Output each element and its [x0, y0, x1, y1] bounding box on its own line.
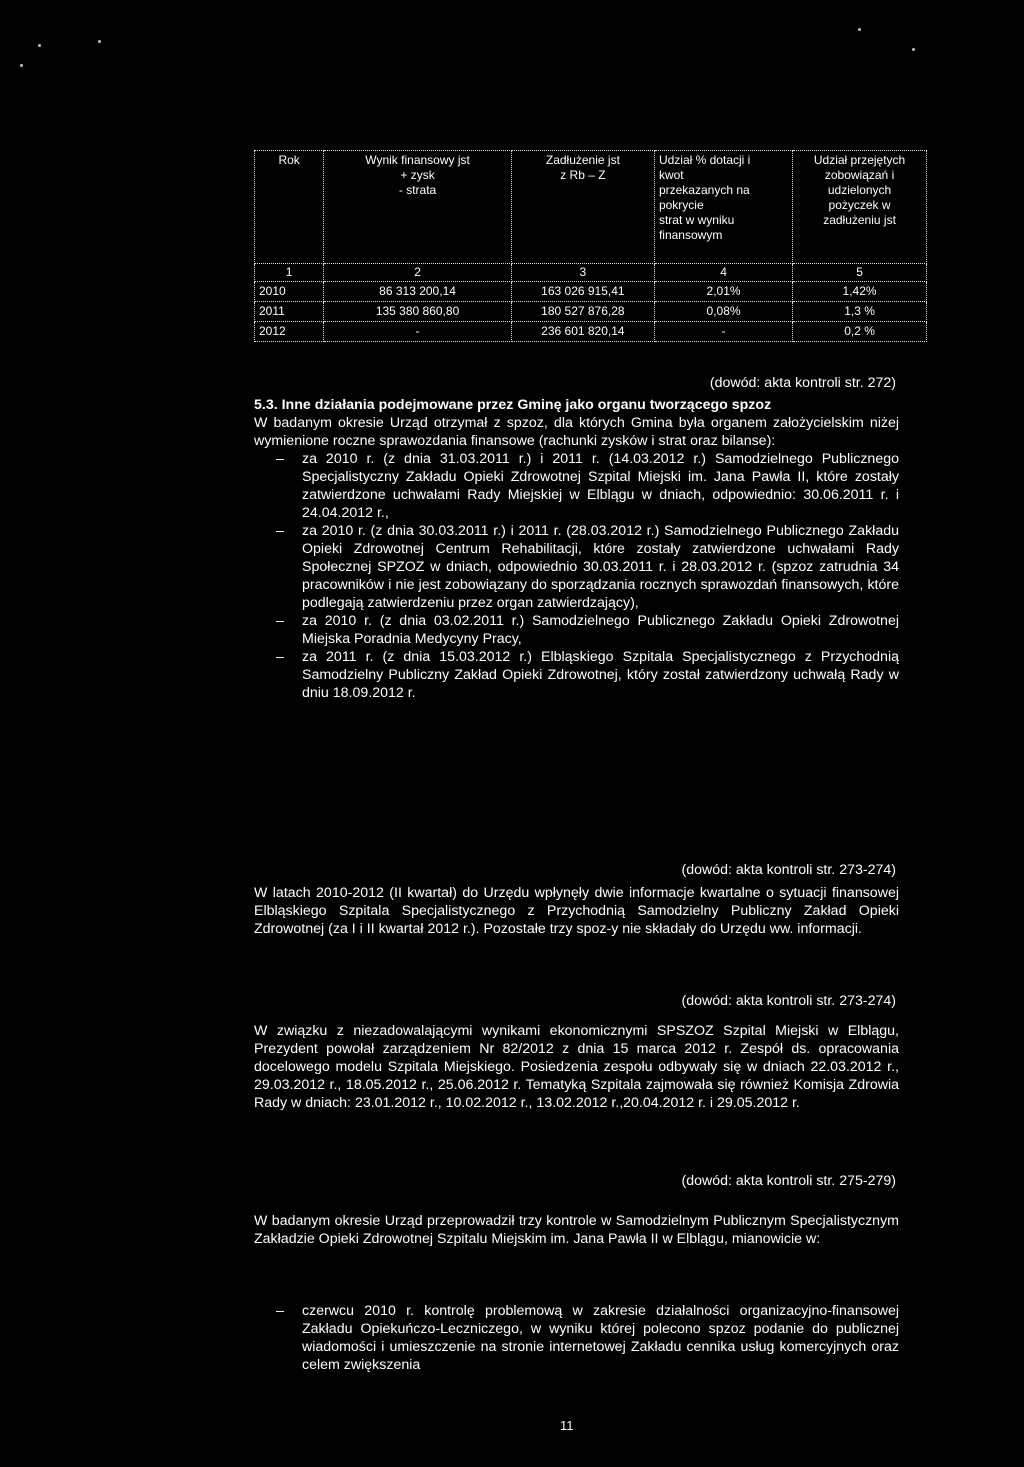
- scan-speck: [858, 28, 861, 31]
- table-cell: 5: [793, 264, 927, 282]
- table-cell: 163 026 915,41: [511, 282, 654, 302]
- evidence-note: (dowód: akta kontroli str. 275-279): [681, 1173, 896, 1189]
- table-cell: -: [324, 322, 512, 342]
- table-index-row: [255, 264, 927, 282]
- table-header-cell: Wynik finansowy jst + zysk - strata: [324, 151, 512, 264]
- evidence-note: (dowód: akta kontroli str. 273-274): [681, 993, 896, 1009]
- table-row: [255, 322, 927, 342]
- table-cell: 2,01%: [654, 282, 792, 302]
- list-item: – za 2010 r. (z dnia 03.02.2011 r.) Samodzielnego Publicznego Zakładu Opieki Zdrowotnej Miejska Poradnia Medycyny Pracy,: [254, 612, 899, 648]
- page-number: 11: [560, 1418, 574, 1433]
- table-header-cell: Zadłużenie jst z Rb – Z: [511, 151, 654, 264]
- table-cell: 0,08%: [654, 302, 792, 322]
- table-cell: 1,42%: [793, 282, 927, 302]
- scan-speck: [20, 64, 23, 67]
- table-cell: 2012: [255, 322, 324, 342]
- section-title: 5.3. Inne działania podejmowane przez Gminę jako organu tworzącego spzoz: [254, 397, 772, 413]
- list-item: – za 2011 r. (z dnia 15.03.2012 r.) Elbląskiego Szpitala Specjalistycznego z Przychodnią Samodzielny Publiczny Zakład Opieki Zdrowotnej, który został zatwierdzony uchwałą Rady w dniu 18.09.2012 r.: [254, 648, 899, 702]
- list: [254, 1302, 899, 1374]
- table-cell: 1: [255, 264, 324, 282]
- table-cell: 2010: [255, 282, 324, 302]
- paragraph: W badanym okresie Urząd przeprowadził trzy kontrole w Samodzielnym Publicznym Specjalistycznym Zakładzie Opieki Zdrowotnej Szpitalu Miejskim im. Jana Pawła II w Elblągu, mianowicie w:: [254, 1213, 899, 1247]
- table-header-cell: Rok: [255, 151, 324, 264]
- table-row: [255, 302, 927, 322]
- scan-speck: [912, 48, 915, 51]
- table-header-row: [255, 151, 927, 264]
- paragraph: W związku z niezadowalającymi wynikami ekonomicznymi SPSZOZ Szpital Miejski w Elblągu, Prezydent powołał zarządzeniem Nr 82/2012 z dnia 15 marca 2012 r. Zespół ds. opracowania docelowego modelu Szpitala Miejskiego. Posiedzenia zespołu odbywały się w dniach 22.03.2012 r., 29.03.2012 r., 18.05.2012 r., 25.06.2012 r. Tematyką Szpitala zajmowała się również Komisja Zdrowia Rady w dniach: 23.01.2012 r., 10.02.2012 r., 13.02.2012 r.,20.04.2012 r. i 29.05.2012 r.: [254, 1023, 899, 1111]
- scan-speck: [38, 44, 41, 47]
- evidence-note: (dowód: akta kontroli str. 273-274): [681, 862, 896, 878]
- table-cell: 2: [324, 264, 512, 282]
- financial-table: [254, 150, 927, 342]
- table-cell: 180 527 876,28: [511, 302, 654, 322]
- table-cell: 1,3 %: [793, 302, 927, 322]
- table-row: [255, 282, 927, 302]
- table-cell: -: [654, 322, 792, 342]
- section-5-3: [254, 396, 899, 702]
- list-item: – za 2010 r. (z dnia 30.03.2011 r.) i 2011 r. (28.03.2012 r.) Samodzielnego Publicznego Zakładu Opieki Zdrowotnej Centrum Rehabilitacji, które zostały zatwierdzone uchwałami Rady Społecznej SPZOZ w dniach, odpowiednio 30.03.2011 r. i 28.03.2012 r. (spzoz zatrudnia 34 pracowników i nie jest zobowiązany do sporządzania rocznych sprawozdań finansowych, które podlegają zatwierdzeniu przez organ zatwierdzający),: [254, 522, 899, 612]
- table-cell: 86 313 200,14: [324, 282, 512, 302]
- paragraph: W latach 2010-2012 (II kwartał) do Urzędu wpłynęły dwie informacje kwartalne o sytuacji finansowej Elbląskiego Szpitala Specjalistycznego z Przychodnią Samodzielny Publiczny Zakład Opieki Zdrowotnej (za I i II kwartał 2012 r.). Pozostałe trzy spoz-y nie składały do Urzędu ww. informacji.: [254, 885, 899, 937]
- table-header-cell: Udział przejętych zobowiązań i udzielonych pożyczek w zadłużeniu jst: [793, 151, 927, 264]
- table-cell: 0,2 %: [793, 322, 927, 342]
- scan-speck: [98, 40, 101, 43]
- evidence-note: (dowód: akta kontroli str. 272): [709, 375, 896, 391]
- table-cell: 135 380 860,80: [324, 302, 512, 322]
- table-header-cell: Udział % dotacji i kwot przekazanych na pokrycie strat w wyniku finansowym: [654, 151, 792, 264]
- paragraph: W badanym okresie Urząd otrzymał z spzoz, dla których Gmina była organem założycielskim niżej wymienione roczne sprawozdania finansowe (rachunki zysków i strat oraz bilanse):: [254, 415, 899, 449]
- table-cell: 236 601 820,14: [511, 322, 654, 342]
- table-cell: 3: [511, 264, 654, 282]
- table-cell: 4: [654, 264, 792, 282]
- table-cell: 2011: [255, 302, 324, 322]
- list-item: – czerwcu 2010 r. kontrolę problemową w zakresie działalności organizacyjno-finansowej Zakładu Opiekuńczo-Leczniczego, w wyniku której polecono spzoz podanie do publicznej wiadomości i umieszczenie na stronie internetowej Zakładu cennika usług komercyjnych oraz celem zwiększenia: [254, 1302, 899, 1374]
- list-item: – za 2010 r. (z dnia 31.03.2011 r.) i 2011 r. (14.03.2012 r.) Samodzielnego Publicznego Specjalistyczny Zakładu Opieki Zdrowotnej Szpital Miejski im. Jana Pawła II, które zostały zatwierdzone uchwałami Rady Miejskiej w Elblągu w dniach, odpowiednio: 30.06.2011 r. i 24.04.2012 r.,: [254, 450, 899, 522]
